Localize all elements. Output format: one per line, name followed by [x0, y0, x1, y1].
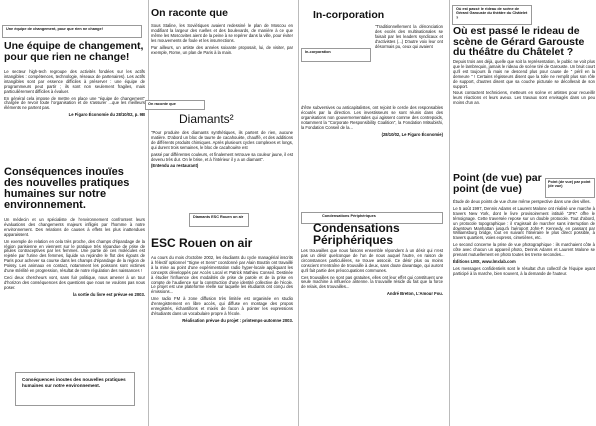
column-4 [450, 0, 595, 426]
paragraph: Une radio FM à zone diffusion très limitée est organisée en studio d'enregistrement en libre accès, qui diffuse en montage des propos enregistrés, échantillons et mixés de facon à pointer les expressions d'étudiants dans un vocabulaire propre à l'école. [151, 296, 293, 316]
article-change [4, 70, 145, 120]
label-box-in-corporation [301, 48, 371, 62]
headline-change: Une équipe de changement, pour que rien ne change! [4, 40, 144, 63]
headline-on-raconte: On raconte que [151, 7, 229, 19]
column-2 [149, 0, 296, 426]
paragraph: Le 5 août 1997, Dennis Adams et Laurent Malone ont réalisé une marche à travers New York, dont le livre provisoirement intitulé "JFK" offre le témoignage. Cette traversée repose sur un double protocole. Tout d'abord, un protocole topographique : il s'agissait de marcher sans interruption de downtown Manhattan jusqu'à l'aéroport John-F. Kennedy, en passant par Williamsburg bridge, tout en suivant l'itinéraire le plus direct possible, à travers quartiers, voies express, cimetières, etc. [453, 205, 595, 241]
source: Réalisation prévue du projet : printemps-automne 2003. [182, 317, 293, 323]
box-label: In-corporation [305, 50, 331, 54]
paragraph: Par ailleurs, un artiste des années soixante proposait, lui, de visiter, par exemple, Rome, un plan de Paris à la main. [151, 44, 293, 55]
paragraph: Au cours du mois d'octobre 2002, les étudiants du cycle managérial inscrits à l'électif optionnel "Signe et Sens" coordonné par Alain Bouttin ont travaillé à la mise au point d'une expérimentation radio hyper-locale appliquant les concepts développés par Accès Local et Patrick Mathieu Conseil. Destinée à étudier l'influence des modalités de prise de parole et de la prise en compte de l'audience sur la construction d'une identité collective de l'école. Le projet est une plateforme réelle sur laquelle les étudiants ont conçu des émissions... [151, 255, 293, 295]
paragraph: En général cela impose de mettre en place une "équipe de changement" chargée de revoir toute l'organisation et de s'assurer ...que les meilleurs éléments ne partent pas. [4, 95, 145, 111]
column-1 [1, 0, 147, 426]
headline-in-corporation: In-corporation [313, 9, 385, 21]
column-3 [299, 0, 447, 426]
paragraph: passé par différentes couleurs, et finalement retrouve sa couleur jaune, il est devenu très dur. On le brise, et à l'intérieur il y a un diamant". [151, 151, 293, 162]
paragraph: Le secteur high-tech regroupe des activités fondées sur les actifs intangibles : compétences, technologie, réseaux de partenaires). Les actifs intangibles sont par essence difficiles à préserver : une équipe de programmeurs peut partir ; ils sont non seulement fragiles, mais particulièrement difficiles à évaluer. [4, 69, 145, 94]
article-in-corporation [301, 106, 443, 139]
source: la sortie du livre est prévue en 2003. [73, 291, 145, 297]
paragraph: "Traditionnellement la dénonciation des excès des multinationales se faisait par les leaders syndicaux et d'activistes (...) D'autre voix leur ont désormais pu, ceux qui avaient [375, 24, 443, 49]
paragraph: Un médecin et un spécialiste de l'environnement confrontent leurs évaluations des changements majeurs infligés par l'homme à notre environnement. Des relations de causes à effets les plus inattendues apparaissent. [4, 217, 145, 237]
article-on-raconte [151, 24, 293, 57]
label-box-diamants [189, 213, 249, 227]
article-rideau [453, 60, 595, 108]
paragraph: Nous contactent techniciens, metteurs en scène et artistes pour recueillir leurs réactions et leurs aveux. Les travaux sont envisagés dans un peu moins d'un an. [453, 90, 595, 106]
paragraph: Étude de deux points de vue d'une même perspective dans une des villes. [453, 199, 591, 204]
box-label: Où est passé le rideau de scène de Gérard Garouste du théâtre du Châtelet ? [456, 7, 528, 20]
headline-rideau: Où est passé le rideau de scène de Gérard Garouste du théâtre du Châtelet ? [453, 25, 585, 58]
paragraph: Sous Staline, les Soviétiques avaient redessiné le plan de Moscou en modifiant la largeur des ruelles et des boulevards, de manière à ce que même les Moscovites aient de la peine à se repérer dans la ville, pour éviter les mouvements de foule et les insurrections. [151, 23, 293, 43]
box-label: On raconte que [148, 102, 176, 106]
paragraph: Depuis trois ans déjà, quelle que soit la représentation, le public ne voit plus que le lambrequin, jamais le rideau de scène tiré de Garouste. Un bruit court qu'il est toujours là mais ne descend plus pour cause de " péril en la demeure " ! Certains régisseurs disent que la toile ne remplit plus son rôle de support, d'autres disent que sa couche picturale se décollerait de son support. [453, 59, 595, 89]
headline-diamants: Diamants² [179, 112, 234, 126]
article-point-de-vue [453, 200, 595, 279]
headline-esc-rouen: ESC Rouen on air [151, 236, 253, 250]
paragraph: Ces trouvailles ne sont pas gratuites, elles ont leur effet qui constituent une seule machine à influence antenne. la trouvaille réside du fait que la force de relais, des trouvailles... [301, 274, 443, 290]
footer-text: Les messages confidentiels sont le résultat d'un collectif de l'équipe ayant participé à la marche, bien souvent, à la demande de l'auteur. [453, 265, 595, 276]
paragraph: Les trouvailles que nous faisons ensemble répondent à un désir qui n'est pas un désir quelconque de l'un de nous auquel l'autre, en raison de circonstances particulières, se trouve associé. Ce désir plus ou moins conscient m'entraîne de trouvaille à deux, sans doute davantage, qui auront qu'il fait partie des préoccupations communes. [301, 248, 443, 273]
article-consequences [4, 218, 145, 300]
source: Le Figaro Économie du 28/10/02, p. 9B [68, 112, 145, 118]
label-box-raconte [145, 100, 205, 110]
label-box-point-de-vue [545, 178, 595, 198]
label-box-consequences [15, 372, 135, 406]
label-box-rideau [452, 5, 532, 25]
source: (28/10/02, Le Figaro Économie) [381, 131, 443, 137]
box-label: Point (de vue) par point (de vue) [548, 180, 591, 189]
footer-title: Éditions LMX, www.lmxlab.com [453, 258, 516, 264]
paragraph: Le second concerne la prise de vue photographique : ils marchaient côte à côte avec chacun un appareil photo, Dennis Adams et Laurent Malone se prenant mutuellement en photo toutes les trente secondes... [453, 242, 595, 258]
box-label: Condensations Périphériques [322, 214, 376, 218]
label-box-change [2, 25, 142, 38]
article-in-corporation-intro [375, 25, 443, 52]
box-label: Diamants ESC Rouen on air [193, 215, 244, 219]
paragraph: Un exemple de relation en cela très proche, des champs d'épandage de la région parisienne en viennent sur le pratique très répandue de prise de pilules contraceptives par les femmes. Une partie de ces molécules est rejetée par l'urine des femmes, liquide va rejoindre le flot des égouts de Paris pour achever sa course dans les champs d'épandage de la région de Poissy. Les animaux en contact, notamment les poissons sont victimes d'une stérilité en progression, résultat de notre régulation des naissances ! [4, 238, 145, 274]
paragraph: d'être subversives ou anticapitalistes, ont rejoint le cercle des responsables écoutés par la direction. Les investisseurs se sont réunis dans des organisations non gouvernementales qui agissent comme des contrepoids, notamment la "Corporate Responsibility Coalition", la Fondation Mitsubishi, la Fondation Conseil de la... [301, 105, 443, 130]
headline-condensations: Condensations Périphériques [313, 221, 400, 247]
article-condensations [301, 249, 443, 299]
article-esc-rouen [151, 256, 293, 326]
source: André Breton, L'Amour Fou. [386, 291, 443, 297]
box-label: Une équipe de changement, pour que rien ne change! [6, 27, 103, 31]
paragraph: Ceci deux chercheurs vont, sans fuir politique, nous amener à un tour d'horizon des conséquences des questions que nous ne voulons pas nous poser. [4, 274, 145, 290]
box-label: Conséquences inouïes des nouvelles pratiques humaines sur notre environnement. [22, 377, 126, 388]
source: (Entendu au restaurant) [151, 163, 199, 169]
paragraph: "Pour produire des diamants synthétiques, ils partent de rien, aucune matière. D'abord un bloc de taurre de cacahouète, chauffé, et des additions de différents produits chimiques. Après plusieurs cycles complexes et longs, qui durent trois semaines, le bloc de cacahouète est [151, 130, 293, 150]
headline-point-de-vue: Point (de vue) par point (de vue) [453, 172, 542, 195]
article-diamants [151, 131, 293, 171]
headline-consequences: Conséquences inouïes des nouvelles pratiques humaines sur notre environnement. [4, 166, 130, 211]
